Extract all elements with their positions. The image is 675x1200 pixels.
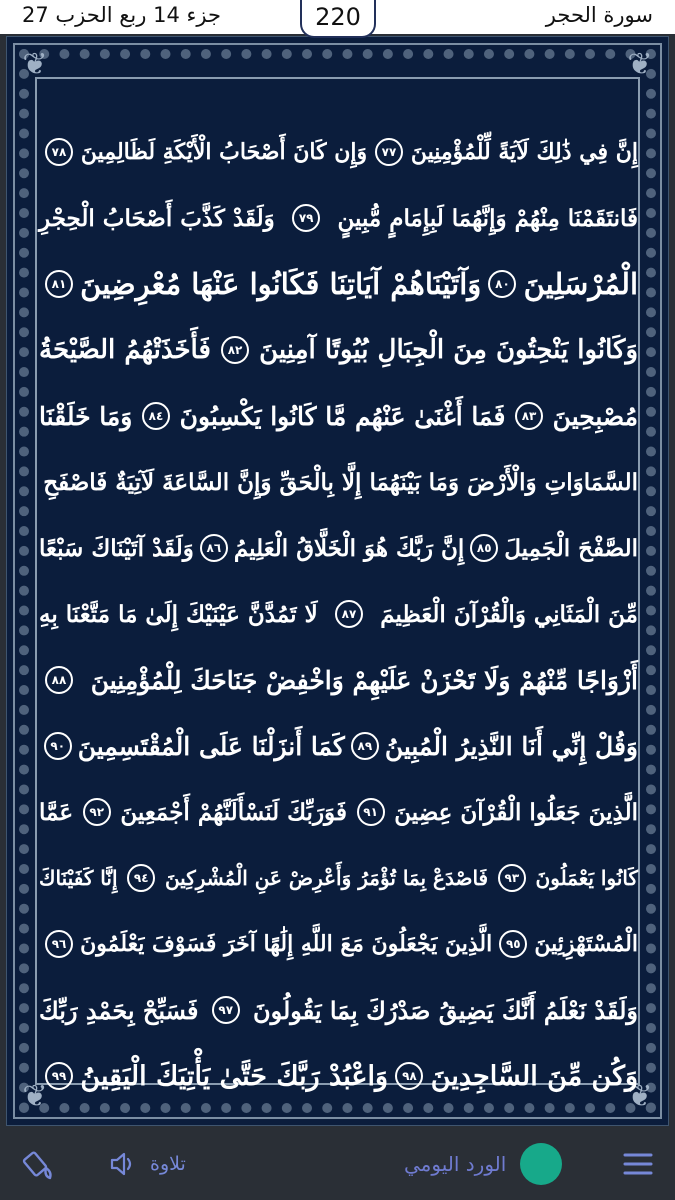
ayah-number-marker[interactable]: ٩٠ (44, 732, 72, 760)
ayah-number-marker[interactable]: ٩٥ (499, 930, 527, 958)
quran-line[interactable] (39, 911, 638, 977)
brush-icon (22, 1146, 58, 1182)
ayah-number-marker[interactable]: ٧٨ (45, 138, 73, 166)
ayah-text[interactable]: وَمَا خَلَقْنَا (39, 401, 133, 431)
juz-hizb-info[interactable]: جزء 14 ربع الحزب 27 (22, 3, 221, 27)
ayah-number-marker[interactable]: ٨٤ (142, 402, 170, 430)
ayah-text[interactable]: وَإِن كَانَ أَصْحَابُ الْأَيْكَةِ لَظَالِمِينَ (80, 139, 368, 165)
quran-line[interactable] (39, 449, 638, 515)
menu-button[interactable] (618, 1128, 658, 1200)
corner-ornament-icon: ❦ (627, 1079, 653, 1114)
ayah-text[interactable]: كَانُوا يَعْمَلُونَ (535, 866, 638, 890)
ayah-number-marker[interactable]: ٨٩ (351, 732, 379, 760)
ayah-text[interactable]: وَكُن مِّنَ السَّاجِدِينَ (430, 1060, 638, 1092)
quran-line[interactable] (39, 977, 638, 1043)
ayah-text[interactable]: فَأَخَذَتْهُمُ الصَّيْحَةُ (39, 335, 211, 365)
ayah-text[interactable]: الْمُرْسَلِينَ (523, 267, 638, 301)
ayah-text[interactable]: فَسَبِّحْ بِحَمْدِ رَبِّكَ (39, 995, 199, 1025)
speaker-icon (108, 1149, 138, 1179)
ayah-number-marker[interactable]: ٩٤ (127, 864, 155, 892)
ayah-number-marker[interactable]: ٩٢ (83, 798, 111, 826)
ayah-text[interactable]: وَقُلْ إِنِّي أَنَا النَّذِيرُ الْمُبِينُ (384, 731, 638, 761)
quran-line[interactable] (39, 647, 638, 713)
ayah-text[interactable]: إِنَّ رَبَّكَ هُوَ الْخَلَّاقُ الْعَلِيمُ (233, 534, 465, 562)
quran-line[interactable] (39, 845, 638, 911)
quran-line[interactable] (39, 581, 638, 647)
ayah-text[interactable]: إِنَّ فِي ذَٰلِكَ لَآيَةً لِّلْمُؤْمِنِينَ (410, 139, 638, 165)
bottom-toolbar (0, 1128, 675, 1200)
page-number[interactable]: 220 (300, 0, 376, 38)
ayah-number-marker[interactable]: ٩٦ (45, 930, 73, 958)
ayah-number-marker[interactable]: ٨٠ (488, 270, 516, 298)
ayah-number-marker[interactable]: ٩٨ (395, 1062, 423, 1090)
ayah-number-marker[interactable]: ٧٩ (292, 204, 320, 232)
ayah-text[interactable]: الَّذِينَ يَجْعَلُونَ مَعَ اللَّهِ إِلَٰهًا آخَرَ فَسَوْفَ يَعْلَمُونَ (80, 931, 493, 957)
page-header (0, 0, 675, 34)
ayah-number-marker[interactable]: ٨٢ (221, 336, 249, 364)
quran-line[interactable] (39, 185, 638, 251)
corner-ornament-icon: ❦ (22, 47, 48, 82)
ayah-number-marker[interactable]: ٩٧ (212, 996, 240, 1024)
ayah-text[interactable]: فَانتَقَمْنَا مِنْهُمْ وَإِنَّهُمَا لَبِإِمَامٍ مُّبِينٍ (337, 204, 638, 232)
ayah-text[interactable]: عَمَّا (39, 798, 74, 826)
quran-line[interactable] (39, 119, 638, 185)
ayah-text[interactable]: فَمَا أَغْنَىٰ عَنْهُم مَّا كَانُوا يَكْسِبُونَ (179, 401, 506, 431)
surah-name[interactable]: سورة الحجر (545, 3, 653, 27)
ayah-number-marker[interactable]: ٨١ (45, 270, 73, 298)
quran-line[interactable] (39, 251, 638, 317)
ayah-number-marker[interactable]: ٨٣ (515, 402, 543, 430)
recite-button[interactable] (108, 1128, 208, 1200)
ayah-text[interactable]: وَآتَيْنَاهُمْ آيَاتِنَا فَكَانُوا عَنْهَا مُعْرِضِينَ (80, 267, 482, 301)
ayah-text[interactable]: فَاصْدَعْ بِمَا تُؤْمَرُ وَأَعْرِضْ عَنِ الْمُشْرِكِينَ (164, 866, 489, 890)
ayah-text[interactable]: وَلَقَدْ آتَيْنَاكَ سَبْعًا (39, 534, 194, 562)
ayah-text[interactable]: لَا تَمُدَّنَّ عَيْنَيْكَ إِلَىٰ مَا مَتَّعْنَا بِهِ (39, 600, 318, 628)
ayah-text[interactable]: وَلَقَدْ كَذَّبَ أَصْحَابُ الْحِجْرِ (39, 204, 275, 232)
ayah-text[interactable]: أَزْوَاجًا مِّنْهُمْ وَلَا تَحْزَنْ عَلَيْهِمْ وَاخْفِضْ جَنَاحَكَ لِلْمُؤْمِنِينَ (90, 665, 638, 695)
ayah-text[interactable]: السَّمَاوَاتِ وَالْأَرْضَ وَمَا بَيْنَهُمَا إِلَّا بِالْحَقِّ وَإِنَّ السَّاعَةَ لَآتِيَةٌ فَاصْفَحِ (43, 468, 638, 496)
ayah-text[interactable]: الْمُسْتَهْزِئِينَ (534, 931, 638, 957)
ayah-text[interactable]: إِنَّا كَفَيْنَاكَ (39, 866, 118, 890)
quran-line[interactable] (39, 383, 638, 449)
ayah-text[interactable]: وَكَانُوا يَنْحِتُونَ مِنَ الْجِبَالِ بُيُوتًا آمِنِينَ (259, 335, 638, 365)
ayah-number-marker[interactable]: ٨٦ (200, 534, 228, 562)
ayah-text[interactable]: كَمَا أَنزَلْنَا عَلَى الْمُقْتَسِمِينَ (77, 731, 345, 761)
quran-line[interactable] (39, 317, 638, 383)
corner-ornament-icon: ❦ (627, 47, 653, 82)
ayah-number-marker[interactable]: ٨٧ (335, 600, 363, 628)
ayah-number-marker[interactable]: ٩٣ (498, 864, 526, 892)
mushaf-page-frame (6, 36, 669, 1126)
ayah-text[interactable]: الَّذِينَ جَعَلُوا الْقُرْآنَ عِضِينَ (394, 798, 638, 826)
ayah-text[interactable]: وَلَقَدْ نَعْلَمُ أَنَّكَ يَضِيقُ صَدْرُكَ بِمَا يَقُولُونَ (252, 995, 638, 1025)
recite-label: تلاوة (150, 1153, 186, 1175)
ayah-text[interactable]: الصَّفْحَ الْجَمِيلَ (504, 534, 638, 562)
quran-line[interactable] (39, 779, 638, 845)
ayah-text[interactable]: مُصْبِحِينَ (552, 401, 638, 431)
daily-wird-indicator (520, 1143, 562, 1185)
quran-line[interactable] (39, 1043, 638, 1109)
highlight-brush-button[interactable] (18, 1128, 62, 1200)
ayah-number-marker[interactable]: ٨٨ (45, 666, 73, 694)
ayah-text[interactable]: فَوَرَبِّكَ لَنَسْأَلَنَّهُمْ أَجْمَعِينَ (120, 798, 347, 826)
quran-line[interactable] (39, 713, 638, 779)
ayah-text[interactable]: مِّنَ الْمَثَانِي وَالْقُرْآنَ الْعَظِيمَ (380, 600, 638, 628)
ayah-number-marker[interactable]: ٧٧ (375, 138, 403, 166)
quran-line[interactable] (39, 515, 638, 581)
ayah-number-marker[interactable]: ٩١ (357, 798, 385, 826)
corner-ornament-icon: ❦ (22, 1079, 48, 1114)
ayah-number-marker[interactable]: ٨٥ (470, 534, 498, 562)
hamburger-menu-icon (622, 1150, 654, 1178)
ayah-text[interactable]: وَاعْبُدْ رَبَّكَ حَتَّىٰ يَأْتِيَكَ الْيَقِينُ (80, 1060, 389, 1092)
quran-text-area[interactable] (39, 119, 638, 1109)
daily-wird-label: الورد اليومي (404, 1152, 507, 1176)
ayah-number-marker[interactable]: ٩٩ (45, 1062, 73, 1090)
daily-wird-button[interactable] (404, 1128, 584, 1200)
